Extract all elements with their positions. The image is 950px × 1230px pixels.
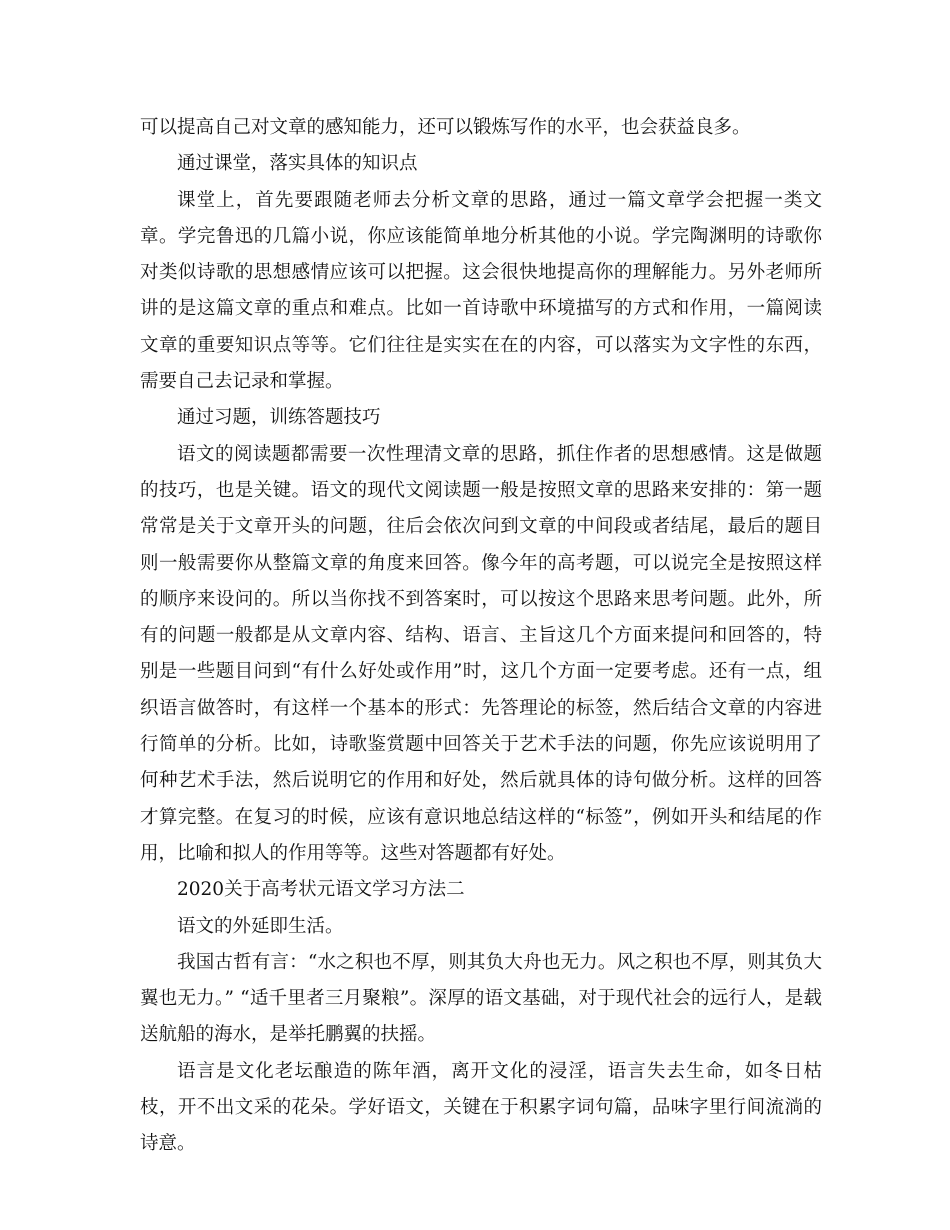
paragraph-language: 语言是文化老坛酿造的陈年酒，离开文化的浸淫，语言失去生命，如冬日枯枝，开不出文采的花朵。学好语文，关键在于积累字词句篇，品味字里行间流淌的诗意。 xyxy=(140,1060,822,1155)
paragraph-1: 可以提高自己对文章的感知能力，还可以锻炼写作的水平，也会获益良多。 xyxy=(140,117,751,138)
document-page xyxy=(140,110,822,1163)
paragraph-ancient-quote: 我国古哲有言：“水之积也不厚，则其负大舟也无力。风之积也不厚，则其负大翼也无力。” “适千里者三月聚粮”。深厚的语文基础，对于现代社会的远行人，是载送航船的海水，是举托鹏翼的扶摇。 xyxy=(140,951,822,1046)
heading-exercises: 通过习题，训练答题技巧 xyxy=(177,407,381,429)
heading-classroom: 通过课堂，落实具体的知识点 xyxy=(177,153,418,175)
paragraph-life: 语文的外延即生活。 xyxy=(177,915,344,937)
paragraph-classroom: 课堂上，首先要跟随老师去分析文章的思路，通过一篇文章学会把握一类文章。学完鲁迅的几篇小说，你应该能简单地分析其他的小说。学完陶渊明的诗歌你对类似诗歌的思想感情应该可以把握。这会很快地提高你的理解能力。另外老师所讲的是这篇文章的重点和难点。比如一首诗歌中环境描写的方式和作用，一篇阅读文章的重要知识点等等。它们往往是实实在在的内容，可以落实为文字性的东西，需要自己去记录和掌握。 xyxy=(140,189,822,393)
paragraph-exercises: 语文的阅读题都需要一次性理清文章的思路，抓住作者的思想感情。这是做题的技巧，也是关键。语文的现代文阅读题一般是按照文章的思路来安排的：第一题常常是关于文章开头的问题，往后会依次问到文章的中间段或者结尾，最后的题目则一般需要你从整篇文章的角度来回答。像今年的高考题，可以说完全是按照这样的顺序来设问的。所以当你找不到答案时，可以按这个思路来思考问题。此外，所有的问题一般都是从文章内容、结构、语言、主旨这几个方面来提问和回答的，特别是一些题目问到“有什么好处或作用”时，这几个方面一定要考虑。还有一点，组织语言做答时，有这样一个基本的形式：先答理论的标签，然后结合文章的内容进行简单的分析。比如，诗歌鉴赏题中回答关于艺术手法的问题，你先应该说明用了何种艺术手法，然后说明它的作用和好处，然后就具体的诗句做分析。这样的回答才算完整。在复习的时候，应该有意识地总结这样的“标签”，例如开头和结尾的作用，比喻和拟人的作用等等。这些对答题都有好处。 xyxy=(140,443,822,864)
section-title: 2020关于高考状元语文学习方法二 xyxy=(177,879,465,901)
